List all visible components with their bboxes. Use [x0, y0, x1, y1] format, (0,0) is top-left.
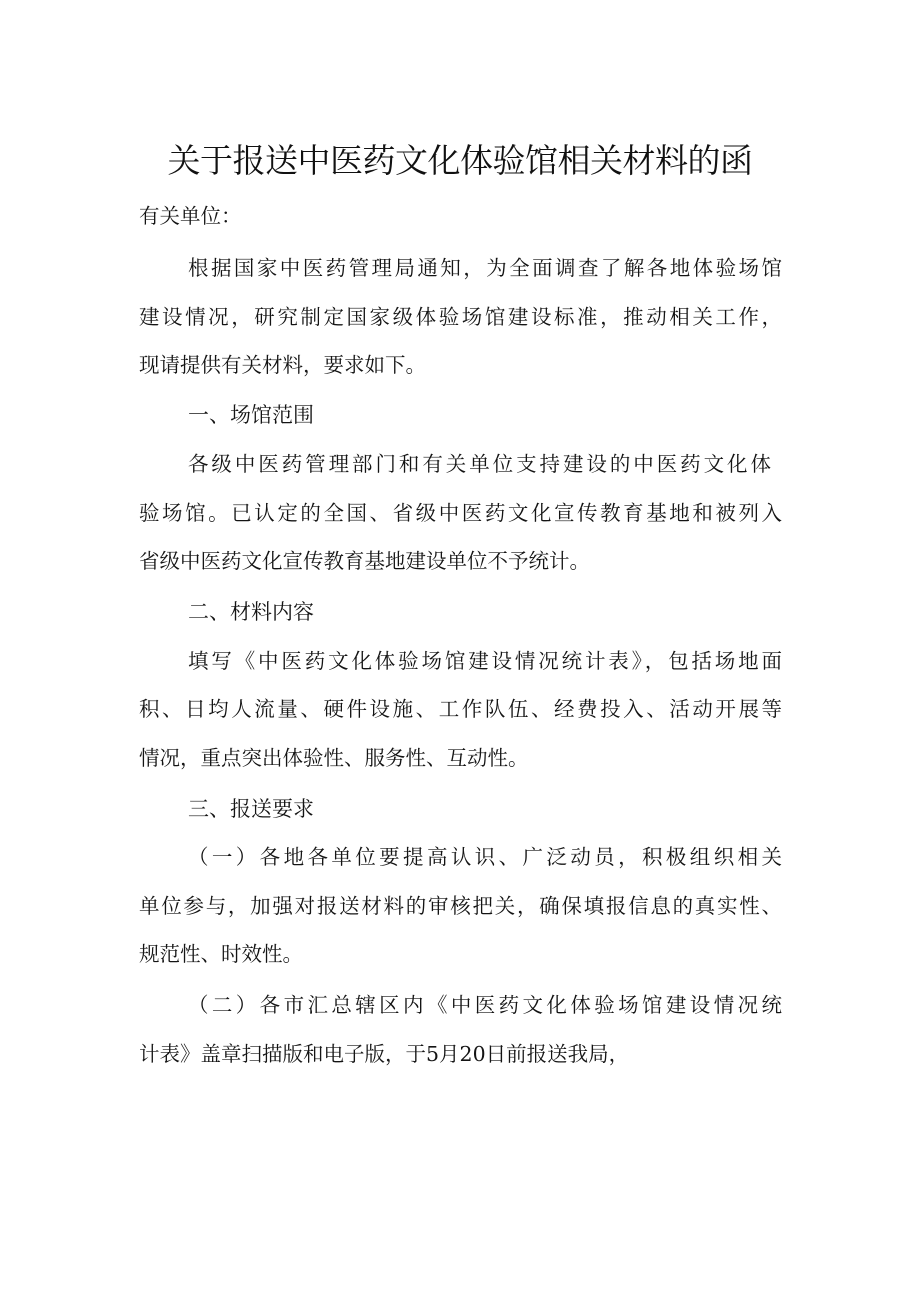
requirement-1-line-3: 规范性、时效性。 — [139, 942, 303, 966]
requirement-1-line-2: 单位参与，加强对报送材料的审核把关，确保填报信息的真实性、 — [139, 894, 782, 918]
section-1-line-2: 验场馆。已认定的全国、省级中医药文化宣传教育基地和被列入 — [139, 501, 782, 525]
requirement-2-line-2: 计表》盖章扫描版和电子版，于5月20日前报送我局， — [139, 1042, 630, 1066]
salutation: 有关单位： — [139, 204, 242, 228]
section-2-line-1: 填写《中医药文化体验场馆建设情况统计表》，包括场地面 — [188, 649, 782, 673]
intro-line-2: 建设情况，研究制定国家级体验场馆建设标准，推动相关工作， — [139, 305, 782, 329]
intro-line-1: 根据国家中医药管理局通知，为全面调查了解各地体验场馆 — [188, 256, 782, 280]
requirement-2-line-1: （二）各市汇总辖区内《中医药文化体验场馆建设情况统 — [188, 993, 782, 1017]
section-heading-venue-scope: 一、场馆范围 — [188, 403, 314, 427]
section-2-line-2: 积、日均人流量、硬件设施、工作队伍、经费投入、活动开展等 — [139, 697, 782, 721]
section-heading-materials: 二、材料内容 — [188, 600, 314, 624]
section-2-line-3: 情况，重点突出体验性、服务性、互动性。 — [139, 746, 529, 770]
requirement-1-line-1: （一）各地各单位要提高认识、广泛动员，积极组织相关 — [188, 845, 782, 869]
document-title: 关于报送中医药文化体验馆相关材料的函 — [167, 141, 753, 180]
intro-line-3: 现请提供有关材料，要求如下。 — [139, 353, 426, 377]
section-1-line-1: 各级中医药管理部门和有关单位支持建设的中医药文化体 — [188, 452, 771, 476]
section-1-line-3: 省级中医药文化宣传教育基地建设单位不予统计。 — [139, 549, 590, 573]
section-heading-submission-requirements: 三、报送要求 — [188, 797, 314, 821]
